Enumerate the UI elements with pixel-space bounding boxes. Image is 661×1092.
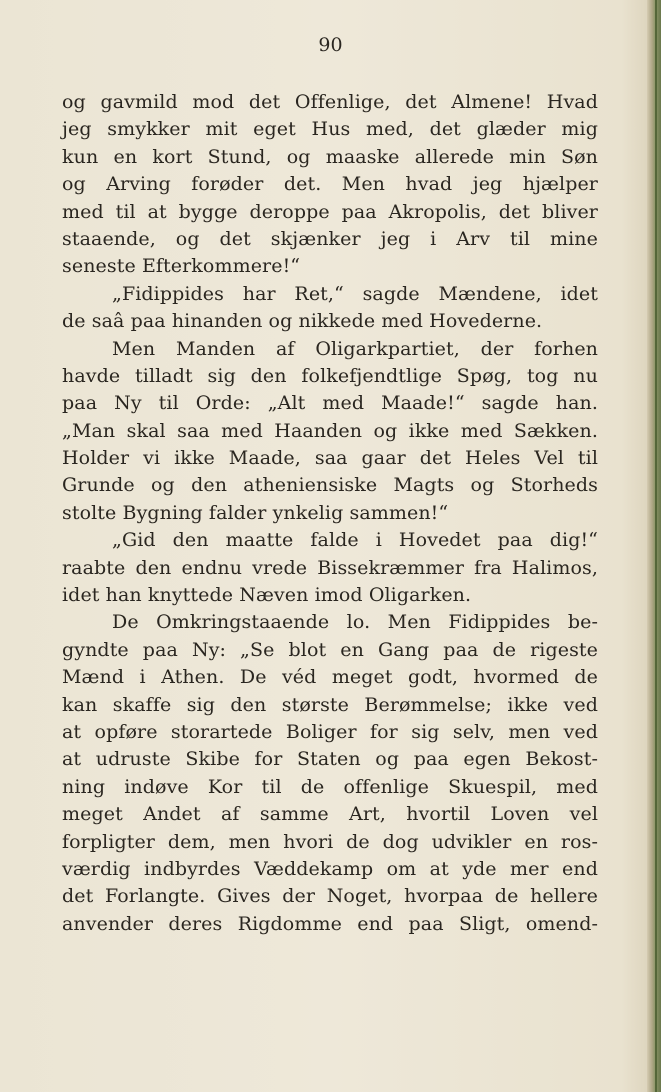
text-line: anvender deres Rigdomme end paa Sligt, omend- (62, 912, 598, 935)
page-number: 90 (318, 34, 343, 56)
text-line: stolte Bygning falder ynkelig sammen!“ (62, 501, 449, 524)
text-line: idet han knyttede Næven imod Oligarken. (62, 584, 472, 607)
text-line: Holder vi ikke Maade, saa gaar det Heles Vel til (62, 447, 598, 470)
text-line: havde tilladt sig den folkefjendtlige Spøg, tog nu (62, 364, 598, 387)
page-edge-line (655, 0, 657, 1092)
body-text (62, 89, 598, 938)
text-line: at opføre storartede Boliger for sig selv, men ved (62, 720, 598, 743)
text-line: og gavmild mod det Offenlige, det Almene! Hvad (62, 91, 598, 113)
text-line: kan skaffe sig den største Berømmelse; ikke ved (62, 693, 598, 716)
text-line: Mænd i Athen. De véd meget godt, hvormed de (62, 666, 598, 689)
text-line: seneste Efterkommere!“ (62, 255, 301, 278)
text-line: „Man skal saa med Haanden og ikke med Sækken. (62, 419, 598, 442)
text-line: ning indøve Kor til de offenlige Skuespil, med (62, 775, 598, 798)
text-line: Grunde og den atheniensiske Magts og Storheds (62, 474, 598, 497)
text-line: gyndte paa Ny: „Se blot en Gang paa de rigeste (62, 638, 598, 661)
text-line: Men Manden af Oligarkpartiet, der forhen (112, 337, 598, 360)
text-line: de saâ paa hinanden og nikkede med Hovederne. (62, 310, 543, 333)
text-line: De Omkringstaaende lo. Men Fidippides be- (112, 611, 598, 634)
text-line: det Forlangte. Gives der Noget, hvorpaa de hellere (62, 885, 598, 908)
text-line: paa Ny til Orde: „Alt med Maade!“ sagde han. (62, 392, 598, 415)
text-line: værdig indbyrdes Væddekamp om at yde mer end (62, 857, 598, 880)
text-line: kun en kort Stund, og maaske allerede min Søn (62, 145, 598, 168)
text-line: jeg smykker mit eget Hus med, det glæder mig (62, 118, 598, 141)
text-line: meget Andet af samme Art, hvortil Loven vel (62, 803, 598, 826)
text-line: at udruste Skibe for Staten og paa egen Bekost- (62, 748, 598, 771)
text-line: „Fidippides har Ret,“ sagde Mændene, idet (112, 282, 598, 305)
text-line: „Gid den maatte falde i Hovedet paa dig!“ (112, 529, 598, 552)
text-line: staaende, og det skjænker jeg i Arv til mine (62, 227, 598, 250)
page-edge (647, 0, 661, 1092)
text-line: raabte den endnu vrede Bissekræmmer fra Halimos, (62, 556, 598, 579)
text-line: med til at bygge deroppe paa Akropolis, det bliver (62, 200, 598, 223)
text-line: forpligter dem, men hvori de dog udvikler en ros- (62, 830, 598, 853)
text-line: og Arving forøder det. Men hvad jeg hjælper (62, 173, 598, 196)
